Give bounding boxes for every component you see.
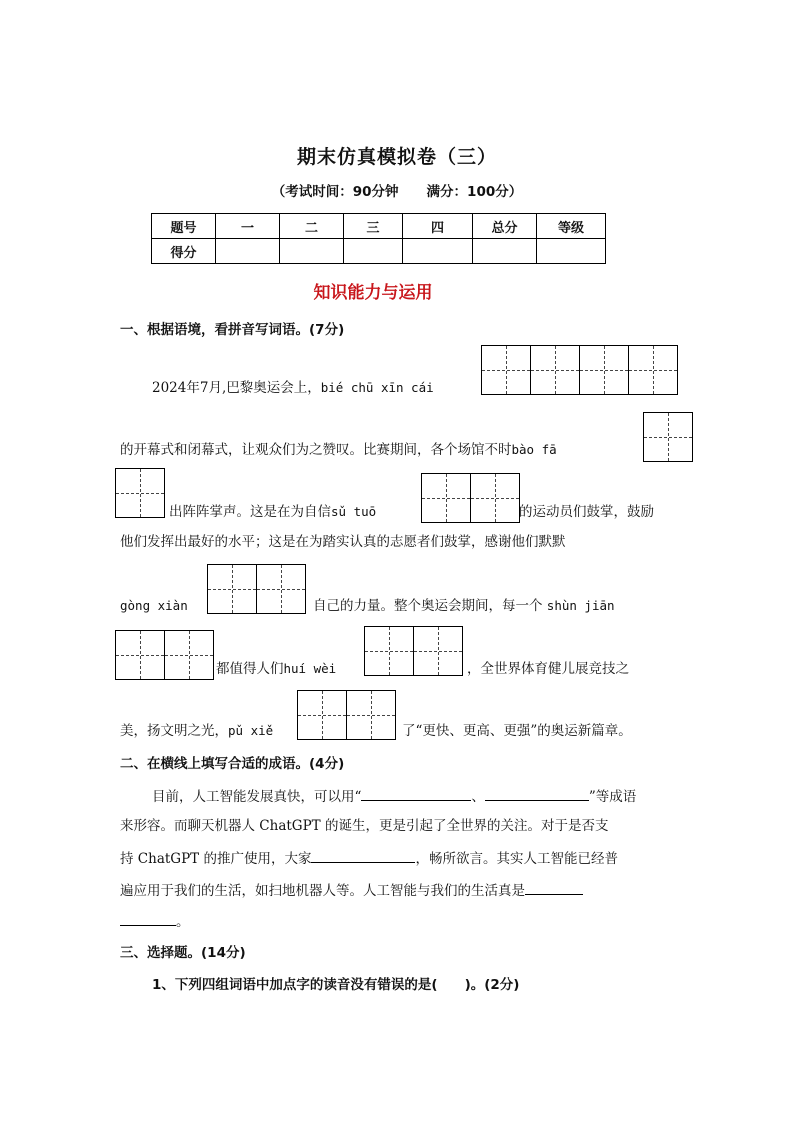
q1-text: 美，扬文明之光， xyxy=(120,723,228,739)
q1-line-7b xyxy=(402,722,632,740)
pinyin-6: huí wèi xyxy=(283,661,337,676)
pinyin-3: sǔ tuō xyxy=(331,504,377,519)
q1-line-3b xyxy=(519,503,654,521)
exam-time: （考试时间：90分钟 xyxy=(271,184,399,200)
score-table-score-row xyxy=(152,239,606,264)
score-cell: 等级 xyxy=(537,214,606,239)
q1-text: 他们发挥出最好的水平；这是在为踏实认真的志愿者们鼓掌，感谢他们默默 xyxy=(120,534,566,550)
q1-text: 都值得人们 xyxy=(216,661,284,677)
q2-text: 遍应用于我们的生活，如扫地机器人等。人工智能与我们的生活真是 xyxy=(120,883,525,899)
writing-box[interactable] xyxy=(471,474,520,522)
q2-text: 持 ChatGPT 的推广使用，大家 xyxy=(120,851,312,867)
q1-line-7 xyxy=(120,722,273,740)
answer-boxes-2a[interactable] xyxy=(643,412,693,462)
q2-line-2 xyxy=(120,817,608,835)
score-input-cell[interactable] xyxy=(344,239,403,264)
q2-text: ，畅所欲言。其实人工智能已经普 xyxy=(415,851,618,867)
score-cell: 总分 xyxy=(473,214,537,239)
idiom-blank-4-continued[interactable] xyxy=(120,911,176,926)
score-input-cell[interactable] xyxy=(473,239,537,264)
score-input-cell[interactable] xyxy=(537,239,606,264)
answer-boxes-4[interactable] xyxy=(207,564,306,614)
writing-box[interactable] xyxy=(580,346,629,394)
q2-text: 目前，人工智能发展真快，可以用“ xyxy=(152,789,362,805)
writing-box[interactable] xyxy=(116,469,165,517)
score-input-cell[interactable] xyxy=(403,239,473,264)
writing-box[interactable] xyxy=(629,346,678,394)
question-1-heading: 一、根据语境，看拼音写词语。(7分) xyxy=(120,322,345,338)
exam-title: 期末仿真模拟卷（三） xyxy=(296,146,497,168)
question-3-1: 1、下列四组词语中加点字的读音没有错误的是( )。(2分) xyxy=(152,977,520,993)
q1-text: 出阵阵掌声。这是在为自信 xyxy=(169,504,331,520)
writing-box[interactable] xyxy=(165,631,214,679)
pinyin-2: bào fā xyxy=(511,442,557,457)
q1-text: 的运动员们鼓掌，鼓励 xyxy=(519,504,654,520)
writing-box[interactable] xyxy=(365,627,414,675)
score-input-cell[interactable] xyxy=(280,239,344,264)
q2-text: ”等成语 xyxy=(588,789,637,805)
score-table xyxy=(151,213,606,264)
q1-text: ，全世界体育健儿展竞技之 xyxy=(467,661,629,677)
q1-text: 2024年7月,巴黎奥运会上， xyxy=(152,380,321,396)
exam-subtitle xyxy=(0,180,794,200)
pinyin-5: shùn jiān xyxy=(546,598,615,613)
writing-box[interactable] xyxy=(298,691,347,739)
answer-boxes-3[interactable] xyxy=(421,473,520,523)
q1-line-5 xyxy=(120,597,188,615)
q2-line-5 xyxy=(120,911,190,931)
idiom-blank-4[interactable] xyxy=(525,880,583,895)
answer-boxes-6[interactable] xyxy=(364,626,463,676)
q1-line-2 xyxy=(120,441,557,459)
writing-box[interactable] xyxy=(644,413,693,461)
score-cell: 二 xyxy=(280,214,344,239)
q2-line-4 xyxy=(120,880,583,900)
q2-text: 、 xyxy=(471,789,485,805)
score-cell: 题号 xyxy=(152,214,216,239)
section-banner: 知识能力与运用 xyxy=(313,283,433,303)
exam-full-score: 满分：100分） xyxy=(426,184,523,200)
q1-line-6b xyxy=(467,660,629,678)
pinyin-4: gòng xiàn xyxy=(120,598,188,613)
idiom-blank-2[interactable] xyxy=(485,786,589,801)
writing-box[interactable] xyxy=(347,691,396,739)
writing-box[interactable] xyxy=(116,631,165,679)
answer-boxes-5[interactable] xyxy=(115,630,214,680)
q2-line-1 xyxy=(152,786,636,806)
q1-text: 的开幕式和闭幕式，让观众们为之赞叹。比赛期间，各个场馆不时 xyxy=(120,442,512,458)
score-cell: 一 xyxy=(216,214,280,239)
score-input-cell[interactable] xyxy=(216,239,280,264)
question-2-heading: 二、在横线上填写合适的成语。(4分) xyxy=(120,756,345,772)
pinyin-7: pǔ xiě xyxy=(228,723,274,738)
writing-box[interactable] xyxy=(422,474,471,522)
q1-line-1 xyxy=(152,379,434,397)
score-cell: 得分 xyxy=(152,239,216,264)
idiom-blank-3[interactable] xyxy=(311,848,415,863)
q1-line-5b xyxy=(313,597,615,615)
q1-line-3 xyxy=(169,503,376,521)
answer-boxes-1[interactable] xyxy=(481,345,678,395)
writing-box[interactable] xyxy=(257,565,306,613)
q2-text: 。 xyxy=(176,914,190,930)
q1-line-6 xyxy=(216,660,336,678)
score-cell: 四 xyxy=(403,214,473,239)
score-table-header-row xyxy=(152,214,606,239)
idiom-blank-1[interactable] xyxy=(361,786,471,801)
pinyin-1: bié chū xīn cái xyxy=(320,380,434,395)
q1-text: 了“更快、更高、更强”的奥运新篇章。 xyxy=(402,723,632,739)
question-3-heading: 三、选择题。(14分) xyxy=(120,945,246,961)
q2-text: 来形容。而聊天机器人 ChatGPT 的诞生，更是引起了全世界的关注。对于是否支 xyxy=(120,818,609,834)
writing-box[interactable] xyxy=(482,346,531,394)
q1-text: 自己的力量。整个奥运会期间，每一个 xyxy=(313,598,543,614)
answer-boxes-2b[interactable] xyxy=(115,468,165,518)
writing-box[interactable] xyxy=(208,565,257,613)
q2-line-3 xyxy=(120,848,618,868)
writing-box[interactable] xyxy=(531,346,580,394)
score-cell: 三 xyxy=(344,214,403,239)
q1-line-4 xyxy=(120,533,566,551)
answer-boxes-7[interactable] xyxy=(297,690,396,740)
writing-box[interactable] xyxy=(414,627,463,675)
